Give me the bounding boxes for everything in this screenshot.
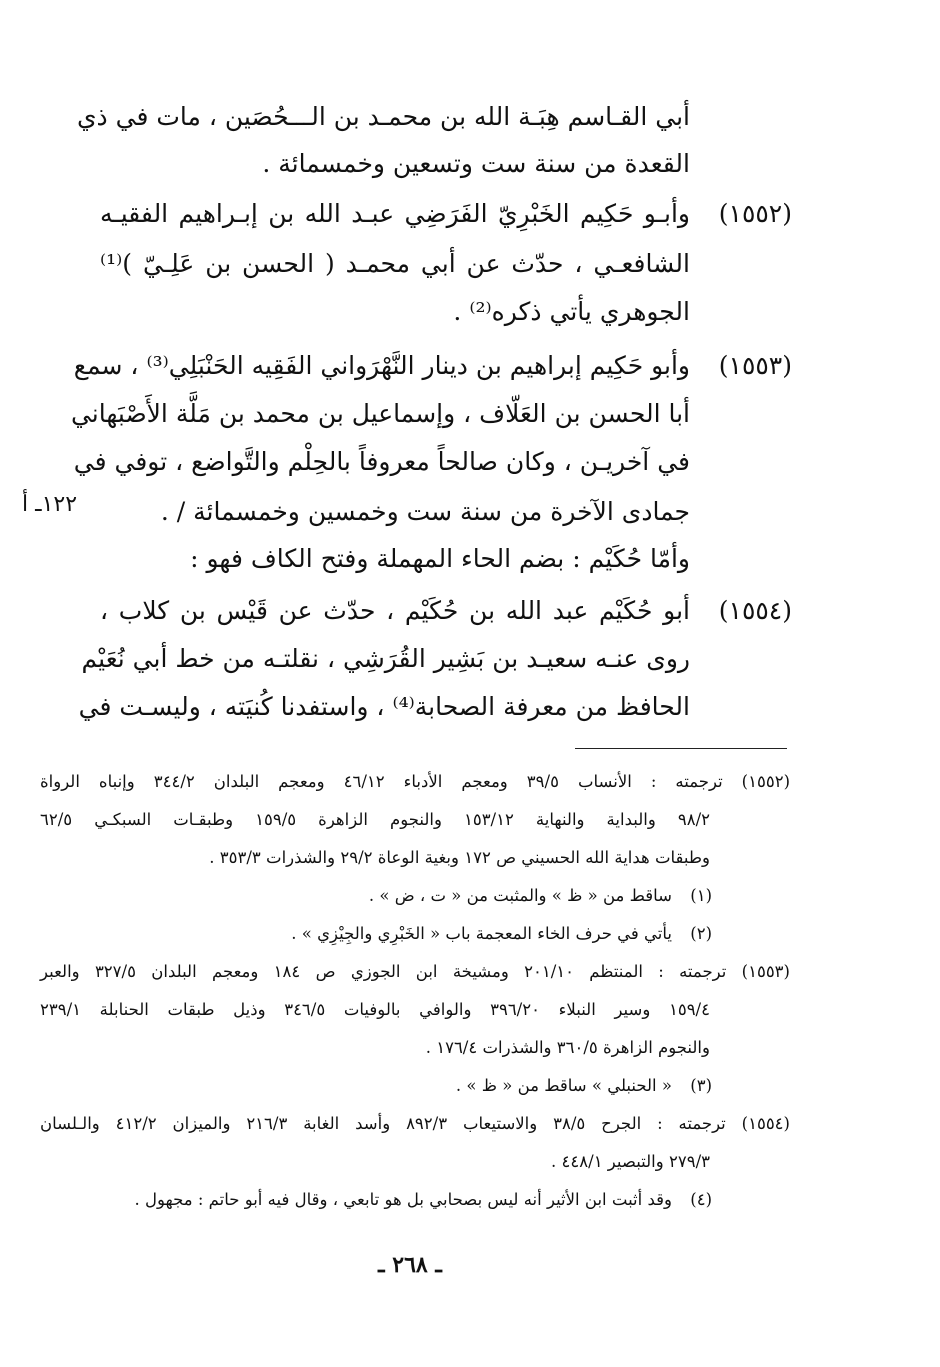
body-line: روى عنـه سعيـد بن بَشِير القُرَشِي ، نقلتـه من خط أبي نُعَيْم bbox=[81, 644, 690, 673]
footnote-line: ساقط من « ظ » والمثبت من « ت ، ض » . bbox=[368, 886, 672, 905]
footnote-separator bbox=[575, 748, 787, 749]
footnote-line: (١٥٥٣) ترجمته : المنتظم ٢٠١/١٠ ومشيخة ابن الجوزي ص ١٨٤ ومعجم البلدان ٣٢٧/٥ والعبر bbox=[40, 962, 790, 981]
body-line: أبو حُكَيْم عبد الله بن حُكَيْم ، حدّث عن قَيْس بن كلاب ، bbox=[100, 596, 690, 625]
body-line: أبي القـاسم هِبَـة الله بن محمـد بن الـــحُصَين ، مات في ذي bbox=[76, 102, 690, 131]
footnote-number: (١) bbox=[690, 886, 712, 905]
body-line: الحافظ من معرفة الصحابة⁽⁴⁾ ، واستفدنا كُنيَته ، وليسـت في bbox=[78, 692, 690, 721]
entry-number: (١٥٥٤) bbox=[718, 596, 792, 625]
body-line: وأبو حَكِيم إبراهيم بن دينار النَّهْرَواني الفَقِيه الحَنْبَلِي⁽³⁾ ، سمع bbox=[73, 351, 690, 380]
footnote-line: (١٥٥٢) ترجمته : الأنساب ٣٩/٥ ومعجم الأدباء ٤٦/١٢ ومعجم البلدان ٣٤٤/٢ وإنباه الرواة bbox=[40, 772, 790, 791]
footnote-line: ٢٧٩/٣ والتبصير ٤٤٨/١ . bbox=[551, 1152, 710, 1171]
footnote-line: يأتي في حرف الخاء المعجمة باب « الخَبْرِي والجِيْزِي » . bbox=[291, 924, 672, 943]
footnote-line: ٩٨/٢ والبداية والنهاية ١٥٣/١٢ والنجوم الزاهرة ١٥٩/٥ وطبقـات السبكـي ٦٢/٥ bbox=[40, 810, 710, 829]
body-line: الشافعـي ، حدّث عن أبي محمـد ( الحسن بن عَلِـيّ )⁽¹⁾ bbox=[100, 249, 690, 278]
body-line: في آخريـن ، وكان صالحاً معروفاً بالحِلْم والتَّواضع ، توفي في bbox=[73, 447, 690, 476]
page-number: ـ ٢٦٨ ـ bbox=[378, 1252, 442, 1278]
footnote-line: ١٥٩/٤ وسير النبلاء ٣٩٦/٢٠ والوافي بالوفيات ٣٤٦/٥ وذيل طبقات الحنابلة ٢٣٩/١ bbox=[40, 1000, 710, 1019]
footnote-number: (٤) bbox=[690, 1190, 712, 1209]
footnote-number: (٢) bbox=[690, 924, 712, 943]
footnote-number: (٣) bbox=[690, 1076, 712, 1095]
footnote-line: « الحنبلي » ساقط من « ظ » . bbox=[455, 1076, 672, 1095]
footnote-line: والنجوم الزاهرة ٣٦٠/٥ والشذرات ١٧٦/٤ . bbox=[425, 1038, 710, 1057]
body-line: جمادى الآخرة من سنة ست وخمسين وخمسمائة / . bbox=[160, 497, 690, 526]
body-line: الجوهري يأتي ذكره⁽²⁾ . bbox=[453, 297, 690, 326]
footnote-line: وطبقات هداية الله الحسيني ص ١٧٢ وبغية الوعاة ٢٩/٢ والشذرات ٣٥٣/٣ . bbox=[209, 848, 710, 867]
body-line: أبا الحسن بن العَلّاف ، وإسماعيل بن محمد بن مَلَّة الأَصْبَهاني bbox=[70, 399, 690, 428]
body-line: وأبـو حَكِيم الخَبْرِيّ الفَرَضِي عبـد الله بن إبـراهيم الفقيـه bbox=[100, 199, 690, 228]
body-line: وأمّا حُكَيْم : بضم الحاء المهملة وفتح الكاف فهو : bbox=[190, 544, 690, 573]
footnote-line: (١٥٥٤) ترجمته : الجرح ٣٨/٥ والاستيعاب ٨٩٢/٣ وأسد الغابة ٢١٦/٣ والميزان ٤١٢/٢ والـلسان bbox=[40, 1114, 790, 1133]
margin-folio-note: ١٢٢ـ أ bbox=[22, 492, 78, 517]
body-line: القعدة من سنة ست وتسعين وخمسمائة . bbox=[262, 149, 690, 178]
entry-number: (١٥٥٢) bbox=[718, 199, 792, 228]
footnote-line: وقد أثبت ابن الأثير أنه ليس بصحابي بل هو تابعي ، وقال فيه أبو حاتم : مجهول . bbox=[134, 1190, 672, 1209]
entry-number: (١٥٥٣) bbox=[718, 351, 792, 380]
